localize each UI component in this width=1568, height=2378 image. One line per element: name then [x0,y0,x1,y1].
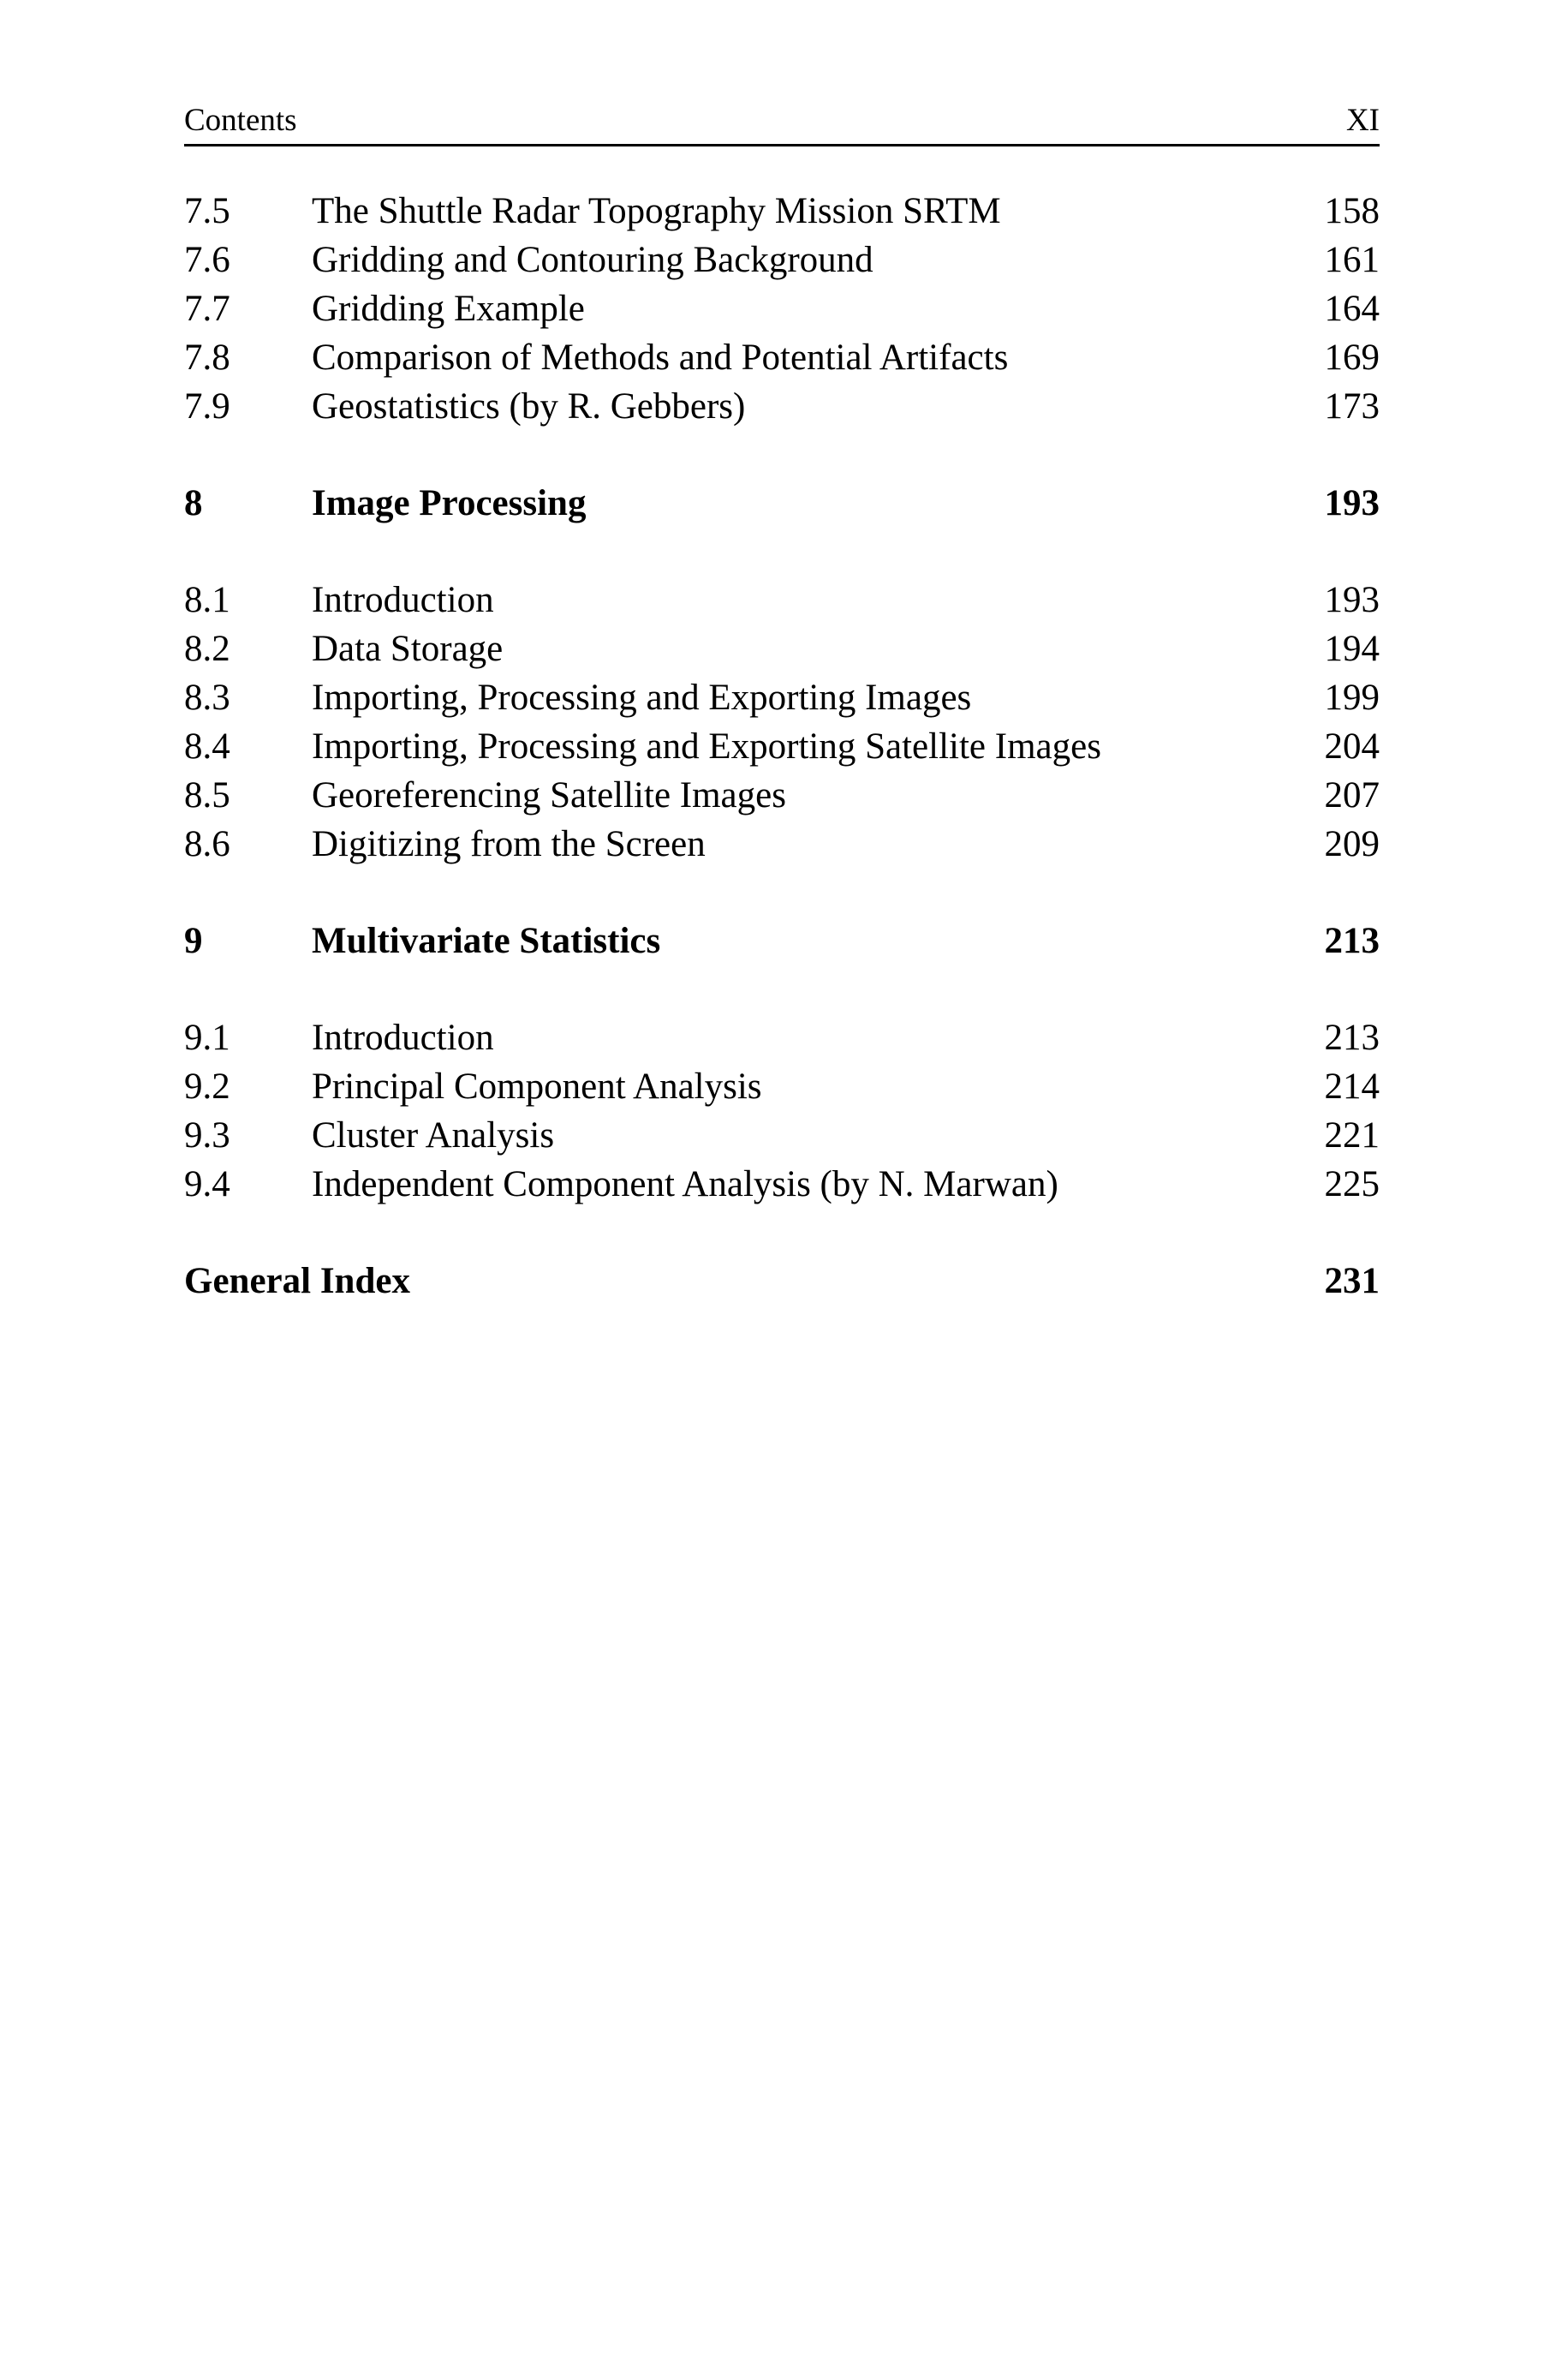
toc-index-title: General Index [184,1261,410,1301]
toc-entry [184,284,1380,333]
toc-entry [184,1160,1380,1209]
toc-section-title: Georeferencing Satellite Images [312,775,786,816]
toc-page-number: 221 [1324,1115,1380,1156]
toc-section-title: Digitizing from the Screen [312,824,706,864]
toc-chapter-title: Multivariate Statistics [312,921,661,961]
running-head [184,101,1380,146]
toc-section-title: Principal Component Analysis [312,1067,762,1107]
toc-entry [184,624,1380,673]
toc-section-number: 9.4 [184,1164,230,1204]
spacer [184,1209,1380,1257]
spacer [184,965,1380,1013]
spacer [184,431,1380,479]
spacer [184,869,1380,917]
toc-section-title: Comparison of Methods and Potential Artifacts [312,338,1009,378]
toc-index-page-number: 231 [1324,1261,1380,1301]
toc-page-number: 194 [1324,629,1380,669]
toc-section-number: 8.1 [184,580,230,620]
toc-chapter-9 [184,917,1380,965]
toc-section-number: 9.3 [184,1115,230,1156]
toc-chapter-page-number: 193 [1324,483,1380,523]
running-head-page-number: XI [1345,103,1380,138]
toc-section-number: 8.3 [184,678,230,718]
toc-entry [184,187,1380,236]
toc-general-index [184,1257,1380,1306]
toc-section-number: 7.5 [184,191,230,231]
toc-page-number: 158 [1324,191,1380,231]
toc-page-number: 169 [1324,338,1380,378]
spacer [184,528,1380,576]
toc-section-number: 9.1 [184,1018,230,1058]
toc-section-number: 7.9 [184,386,230,427]
toc-entry [184,771,1380,820]
toc-section-title: Gridding and Contouring Background [312,240,873,280]
toc-section-title: Introduction [312,580,494,620]
toc-entry [184,1111,1380,1160]
toc-entry [184,576,1380,624]
toc-page-number: 225 [1324,1164,1380,1204]
toc-page-number: 161 [1324,240,1380,280]
toc-page-number: 173 [1324,386,1380,427]
toc-section-number: 8.6 [184,824,230,864]
toc-page-number: 214 [1324,1067,1380,1107]
toc-page-number: 199 [1324,678,1380,718]
toc-entry [184,333,1380,382]
toc-chapter-title: Image Processing [312,483,587,523]
toc-section-number: 8.4 [184,726,230,767]
toc-chapter-8 [184,479,1380,528]
toc-chapter-number: 9 [184,921,203,961]
toc-section-title: The Shuttle Radar Topography Mission SRTM [312,191,1001,231]
toc-page-number: 207 [1324,775,1380,816]
toc-section-title: Importing, Processing and Exporting Satellite Images [312,726,1101,767]
toc-section-number: 8.5 [184,775,230,816]
toc-section-title: Cluster Analysis [312,1115,555,1156]
toc-entry [184,236,1380,284]
toc-page-number: 204 [1324,726,1380,767]
toc-section-number: 7.6 [184,240,230,280]
toc-entry [184,1062,1380,1111]
toc-section-title: Introduction [312,1018,494,1058]
toc-section-number: 8.2 [184,629,230,669]
toc-chapter-page-number: 213 [1324,921,1380,961]
table-of-contents [184,187,1380,1306]
toc-section-title: Importing, Processing and Exporting Images [312,678,972,718]
toc-page-number: 164 [1324,289,1380,329]
toc-section-number: 7.7 [184,289,230,329]
toc-section-title: Independent Component Analysis (by N. Marwan) [312,1164,1058,1204]
toc-entry [184,382,1380,431]
toc-entry [184,820,1380,869]
toc-section-title: Data Storage [312,629,504,669]
toc-chapter-number: 8 [184,483,203,523]
toc-page-number: 209 [1324,824,1380,864]
toc-section-number: 9.2 [184,1067,230,1107]
toc-section-title: Gridding Example [312,289,585,329]
toc-page-number: 213 [1324,1018,1380,1058]
toc-page-number: 193 [1324,580,1380,620]
toc-section-title: Geostatistics (by R. Gebbers) [312,386,746,427]
toc-entry [184,1013,1380,1062]
toc-entry [184,673,1380,722]
running-head-title: Contents [184,103,297,138]
toc-entry [184,722,1380,771]
toc-section-number: 7.8 [184,338,230,378]
